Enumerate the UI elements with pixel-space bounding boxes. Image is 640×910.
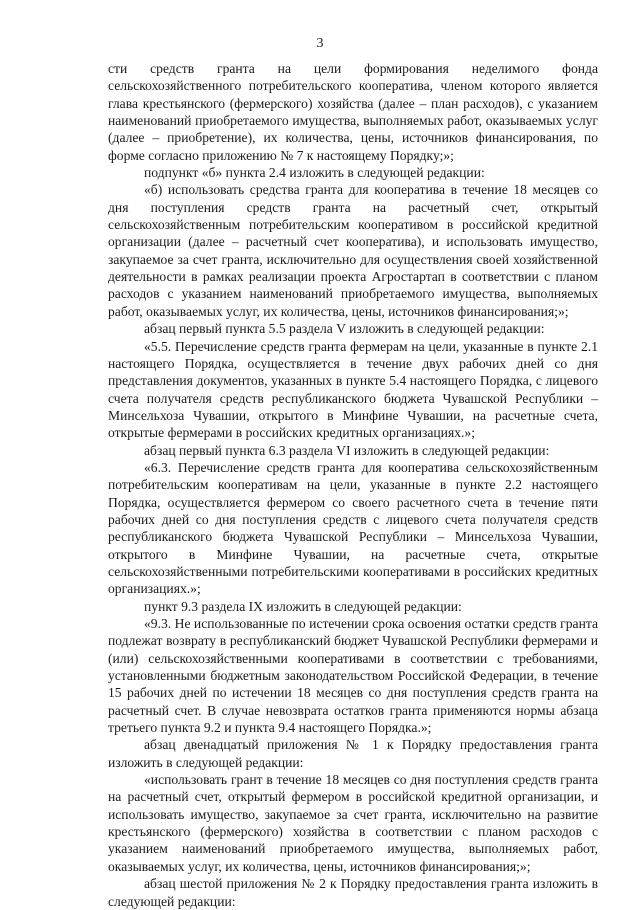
paragraph: абзац первый пункта 6.3 раздела VI изложить в следующей редакции: bbox=[144, 442, 550, 458]
paragraph: «9.3. Не использованные по истечении срока освоения остатки средств гранта подлежат возврату в республиканский бюджет Чувашской Республики фермерами и (или) сельскохозяйственными кооперативами в соответствии с требованиями, установленными бюджетным законодательством Российской Федерации, в течение 15 рабочих дней по истечении 18 месяцев со дня поступления средств гранта на расчетный счет. В случае невозврата остатков гранта применяются нормы абзаца третьего пункта 9.2 и пункта 9.4 настоящего Порядка.»; bbox=[108, 616, 598, 736]
paragraph: абзац первый пункта 5.5 раздела V изложить в следующей редакции: bbox=[144, 321, 545, 337]
paragraph: абзац двенадцатый приложения № 1 к Порядку предоставления гранта изложить в следующей редакции: bbox=[108, 737, 598, 770]
paragraph: пункт 9.3 раздела IX изложить в следующей редакции: bbox=[144, 598, 462, 614]
paragraph: абзац шестой приложения № 2 к Порядку предоставления гранта изложить в следующей редакции: bbox=[108, 876, 598, 909]
paragraph: «использовать грант в течение 18 месяцев со дня поступления средств гранта на расчетный счет, открытый фермером в российской кредитной организации, и использовать имущество, закупаемое за счет гранта, исключительно на развитие крестьянского (фермерского) хозяйства в соответствии с планом расходов с указанием наименований приобретаемого имущества, выполняемых работ, оказываемых услуг, их количества, цены, источников финансирования;»; bbox=[108, 772, 598, 874]
paragraph: подпункт «б» пункта 2.4 изложить в следующей редакции: bbox=[144, 165, 485, 181]
paragraph: «5.5. Перечисление средств гранта фермерам на цели, указанные в пункте 2.1 настоящего Порядка, осуществляется в течение двух рабочих дней со дня представления документов, указанных в пункте 5.4 настоящего Порядка, с лицевого счета получателя средств республиканского бюджета Чувашской Республики – Минсельхоза Чувашии, открытого в Минфине Чувашии, на расчетные счета, открытые фермерами в российских кредитных организациях.»; bbox=[108, 338, 598, 441]
paragraph: «6.3. Перечисление средств гранта для кооператива сельскохозяйственным потребительским кооперативам на цели, указанные в пункте 2.2 настоящего Порядка, осуществляется фермером со своего расчетного счета в течение пяти рабочих дней со дня поступления средств с лицевого счета получателя средств республиканского бюджета Чувашской Республики – Минсельхоза Чувашии, открытого в Минфине Чувашии, на расчетные счета, открытые сельскохозяйственными потребительскими кооперативами в российских кредитных организациях.»; bbox=[108, 459, 598, 597]
paragraph: сти средств гранта на цели формирования неделимого фонда сельскохозяйственного потребительского кооператива, членом которого является глава крестьянского (фермерского) хозяйства (далее – план расходов), с указанием наименований приобретаемого имущества, выполняемых работ, оказываемых услуг (далее – приобретение), их количества, цены, источников финансирования, по форме согласно приложению № 7 к настоящему Порядку;»; bbox=[108, 61, 598, 163]
page-number: 3 bbox=[316, 36, 324, 51]
paragraph: «б) использовать средства гранта для кооператива в течение 18 месяцев со дня поступления средств гранта на расчетный счет, открытый сельскохозяйственным потребительским кооперативом в российской кредитной организации (далее – расчетный счет кооператива), и использовать имущество, закупаемое за счет гранта, исключительно для осуществления своей хозяйственной деятельности в рамках реализации проекта Агростартап в соответствии с планом расходов с указанием наименований приобретаемого имущества, выполняемых работ, оказываемых услуг, их количества, цены, источников финансирования;»; bbox=[108, 182, 598, 319]
document-body bbox=[108, 60, 598, 910]
